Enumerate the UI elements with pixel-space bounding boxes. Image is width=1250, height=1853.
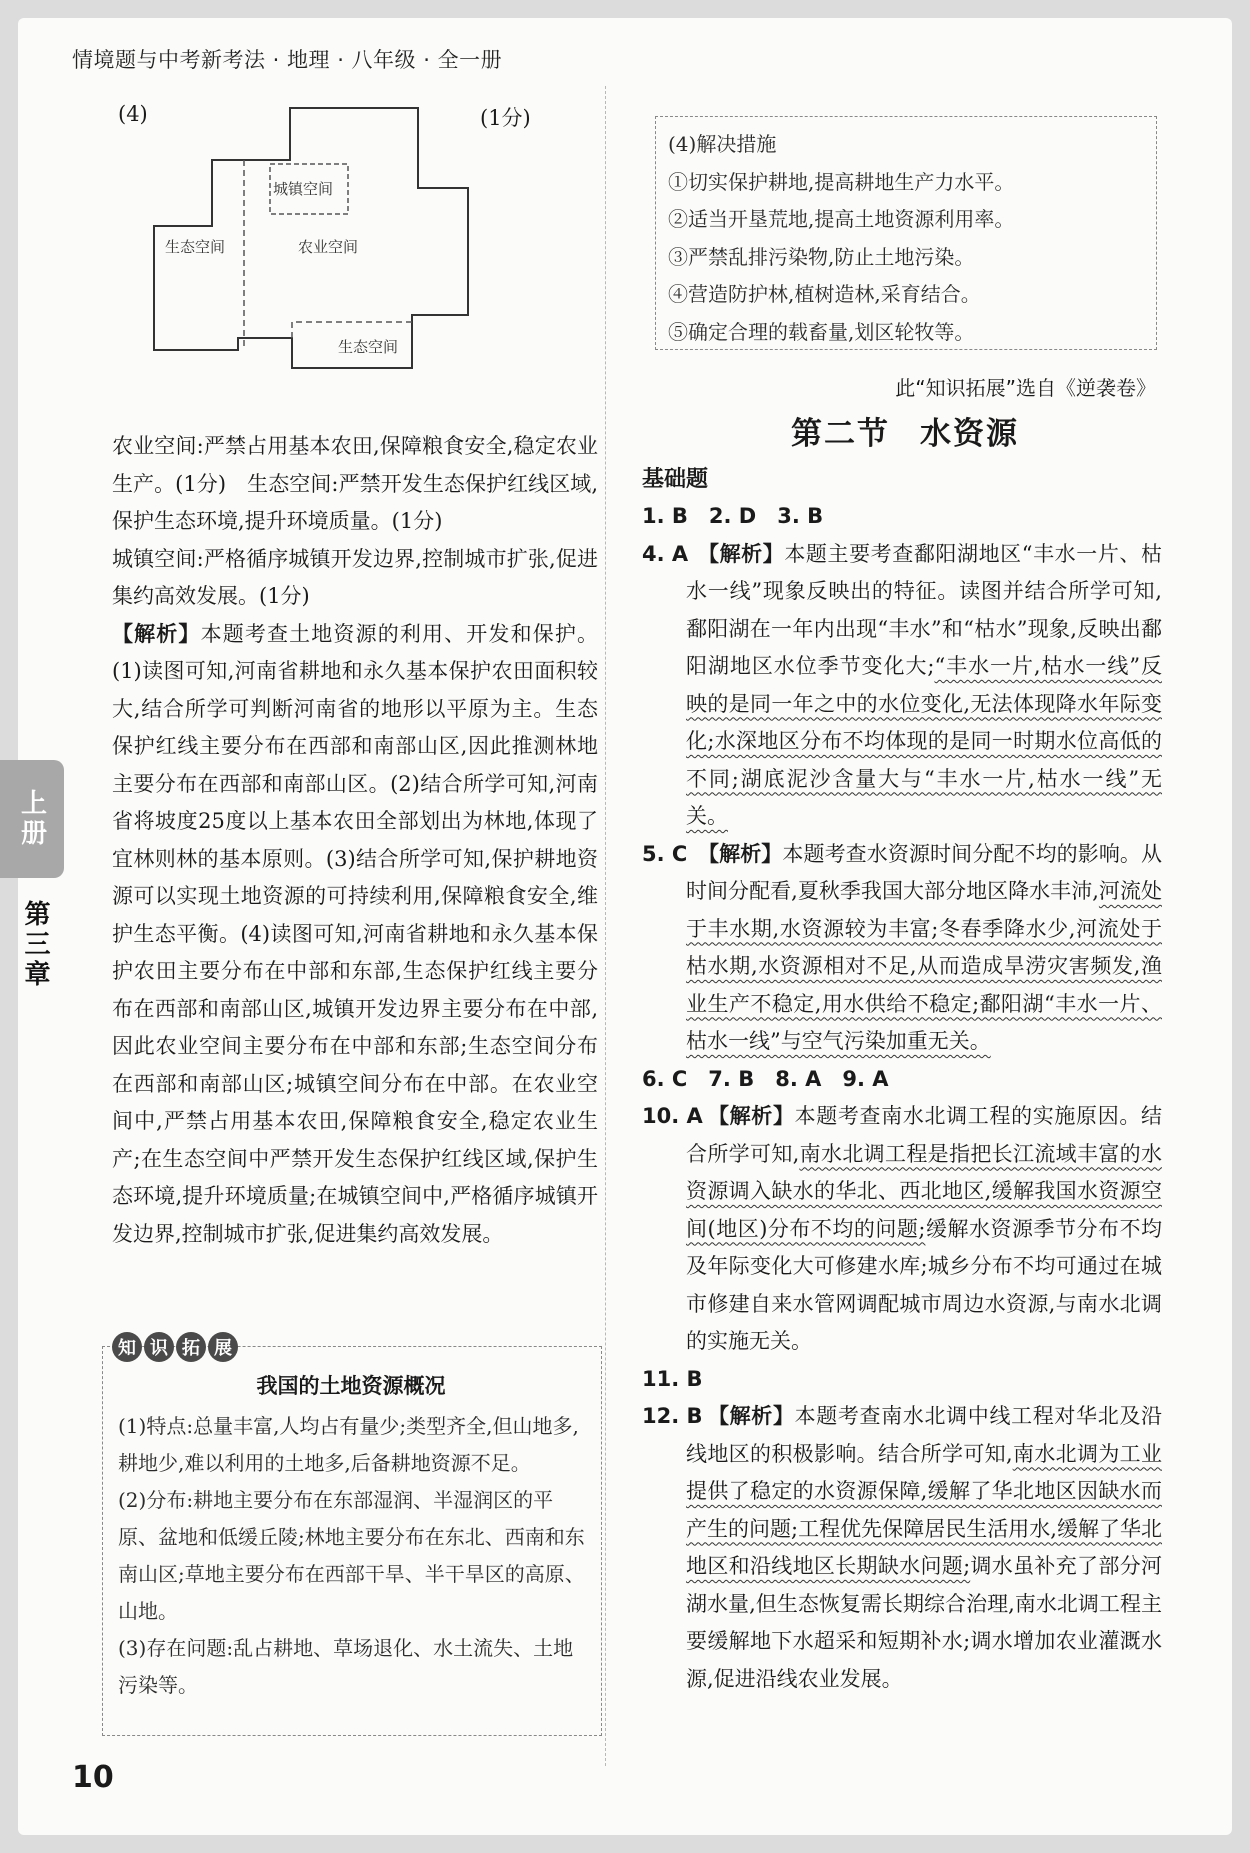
chapter-label: 第三章	[20, 900, 50, 990]
analysis-tag: 【解析】	[698, 541, 785, 566]
analysis-text: 缓解水资源季节分布不均及年际变化大可修建水库;城乡分布不均可通过在城市修建自来水管网调配城市周边水资源,与南水北调的实施无关。	[686, 1216, 1162, 1353]
question4-answer	[112, 428, 598, 1253]
answer-number: 4. A	[642, 541, 689, 566]
answer-line: 6. C 7. B 8. A 9. A	[642, 1066, 889, 1091]
answer-number: 5. C	[642, 841, 688, 866]
emphasis-text: 河流处于丰水期,水资源较为丰富;冬春季降水少,河流处于枯水期,水资源相对不足,从而造成旱涝灾害频发,渔业生产不稳定,用水供给不稳定;鄱阳湖“丰水一片、枯水一线”与空气污染加重无关。	[686, 879, 1162, 1053]
analysis-text: 调水虽补充了部分河湖水量,但生态恢复需长期综合治理,南水北调工程主要缓解地下水超采和短期补水;调水增加农业灌溉水源,促进沿线农业发展。	[686, 1554, 1163, 1691]
badge-char: 拓	[176, 1332, 206, 1362]
analysis-text: 本题考查南水北调中线工程对华北及沿线地区的积极影响。结合所学可知,	[686, 1404, 1163, 1466]
answer-number: 10. A	[642, 1104, 703, 1128]
map-label-urban: 城镇空间	[273, 180, 334, 198]
analysis-text: 本题考查南水北调工程的实施原因。结合所学可知,	[686, 1104, 1163, 1166]
emphasis-text: 南水北调为工业提供了稳定的水资源保障,缓解了华北地区因缺水而产生的问题;工程优先保障居民生活用水,缓解了华北地区和沿线地区长期缺水问题;	[686, 1441, 1162, 1578]
analysis-text: 本题考查水资源时间分配不均的影响。从时间分配看,夏秋季我国大部分地区降水丰沛,	[686, 841, 1163, 903]
knowledge-extension-badge	[112, 1332, 238, 1362]
emphasis-text: 南水北调工程是指把长江流域丰富的水资源调入缺水的华北、西北地区,缓解我国水资源空间(地区)分布不均的问题;	[686, 1141, 1162, 1241]
analysis-tag: 【解析】	[708, 1404, 795, 1428]
solution-item: ⑤确定合理的载畜量,划区轮牧等。	[668, 319, 975, 344]
section-number: 第二节	[791, 416, 890, 452]
question-label: (4)	[118, 102, 148, 126]
question-score: (1分)	[480, 106, 531, 130]
map-label-eco-bottom: 生态空间	[338, 338, 399, 356]
analysis-text: 本题主要考查鄱阳湖地区“丰水一片、枯水一线”现象反映出的特征。读图并结合所学可知,鄱阳湖在一年内出现“丰水”和“枯水”现象,反映出鄱阳湖地区水位季节变化大;	[686, 541, 1163, 678]
solutions-list	[668, 126, 1148, 351]
source-note: 此“知识拓展”选自《逆袭卷》	[895, 376, 1156, 400]
solution-item: ③严禁乱排污染物,防止土地污染。	[668, 244, 975, 269]
answer-line: 1. B 2. D 3. B	[642, 504, 824, 528]
answer-item-12	[642, 1398, 1162, 1698]
section-title	[650, 408, 1160, 453]
column-divider	[605, 86, 606, 1766]
answer-item-5	[642, 836, 1162, 1061]
analysis-tag: 【解析】	[698, 841, 783, 866]
extension-title: 我国的土地资源概况	[256, 1374, 446, 1398]
answer-number: 12. B	[642, 1404, 703, 1428]
badge-char: 知	[112, 1332, 142, 1362]
extension-item: (3)存在问题:乱占耕地、草场退化、水土流失、土地污染等。	[118, 1636, 574, 1697]
extension-body	[118, 1408, 592, 1704]
section-name: 水资源	[920, 416, 1019, 452]
running-header: 情境题与中考新考法 · 地理 · 八年级 · 全一册	[72, 48, 503, 72]
answer-line: 11. B	[642, 1366, 703, 1391]
badge-char: 识	[144, 1332, 174, 1362]
analysis-tag: 【解析】	[112, 621, 201, 646]
emphasis-text: “丰水一片,枯水一线”反映的是同一年之中的水位变化,无法体现降水年际变化;水深地区分布不均体现的是同一时期水位高低的不同;湖底泥沙含量大与“丰水一片,枯水一线”无关。	[686, 654, 1162, 828]
solution-item: ④营造防护林,植树造林,采育结合。	[668, 282, 981, 306]
extension-item: (2)分布:耕地主要分布在东部湿润、半湿润区的平原、盆地和低缓丘陵;林地主要分布在东北、西南和东南山区;草地主要分布在西部干旱、半干旱区的高原、山地。	[118, 1488, 585, 1623]
analysis-tag: 【解析】	[708, 1104, 795, 1128]
answers-body	[642, 498, 1162, 1698]
map-label-agri: 农业空间	[298, 238, 359, 256]
answer-paragraph: 农业空间:严禁占用基本农田,保障粮食安全,稳定农业生产。(1分) 生态空间:严禁开发生态保护红线区域,保护生态环境,提升环境质量。(1分)	[112, 434, 598, 533]
page-number: 10	[72, 1760, 114, 1795]
basic-questions-title: 基础题	[642, 467, 709, 492]
answer-item-10	[642, 1098, 1162, 1361]
answer-item-4	[642, 536, 1162, 836]
map-label-eco-left: 生态空间	[165, 238, 226, 256]
extension-item: (1)特点:总量丰富,人均占有量少;类型齐全,但山地多,耕地少,难以利用的土地多,后备耕地资源不足。	[118, 1414, 579, 1475]
volume-tab: 上册	[0, 760, 64, 878]
answer-paragraph: 城镇空间:严格循序城镇开发边界,控制城市扩张,促进集约高效发展。(1分)	[112, 546, 598, 608]
analysis-text: 本题考查土地资源的利用、开发和保护。(1)读图可知,河南省耕地和永久基本保护农田面积较大,结合所学可判断河南省的地形以平原为主。生态保护红线主要分布在西部和南部山区,因此推测林地主要分布在西部和南部山区。(2)结合所学可知,河南省将坡度25度以上基本农田全部划出为林地,体现了宜林则林的基本原则。(3)结合所学可知,保护耕地资源可以实现土地资源的可持续利用,保障粮食安全,维护生态平衡。(4)读图可知,河南省耕地和永久基本保护农田主要分布在中部和东部,生态保护红线主要分布在西部和南部山区,城镇开发边界主要分布在中部,因此农业空间主要分布在中部和东部;生态空间分布在西部和南部山区;城镇空间分布在中部。在农业空间中,严禁占用基本农田,保障粮食安全,稳定农业生产;在生态空间中严禁开发生态保护红线区域,保护生态环境,提升环境质量;在城镇空间中,严格循序城镇开发边界,控制城市扩张,促进集约高效发展。	[112, 621, 599, 1246]
solutions-title: (4)解决措施	[668, 132, 777, 156]
solution-item: ②适当开垦荒地,提高土地资源利用率。	[668, 207, 1015, 231]
analysis-paragraph	[112, 616, 598, 1254]
solution-item: ①切实保护耕地,提高耕地生产力水平。	[668, 169, 1015, 194]
badge-char: 展	[208, 1332, 238, 1362]
land-space-map	[150, 100, 470, 430]
